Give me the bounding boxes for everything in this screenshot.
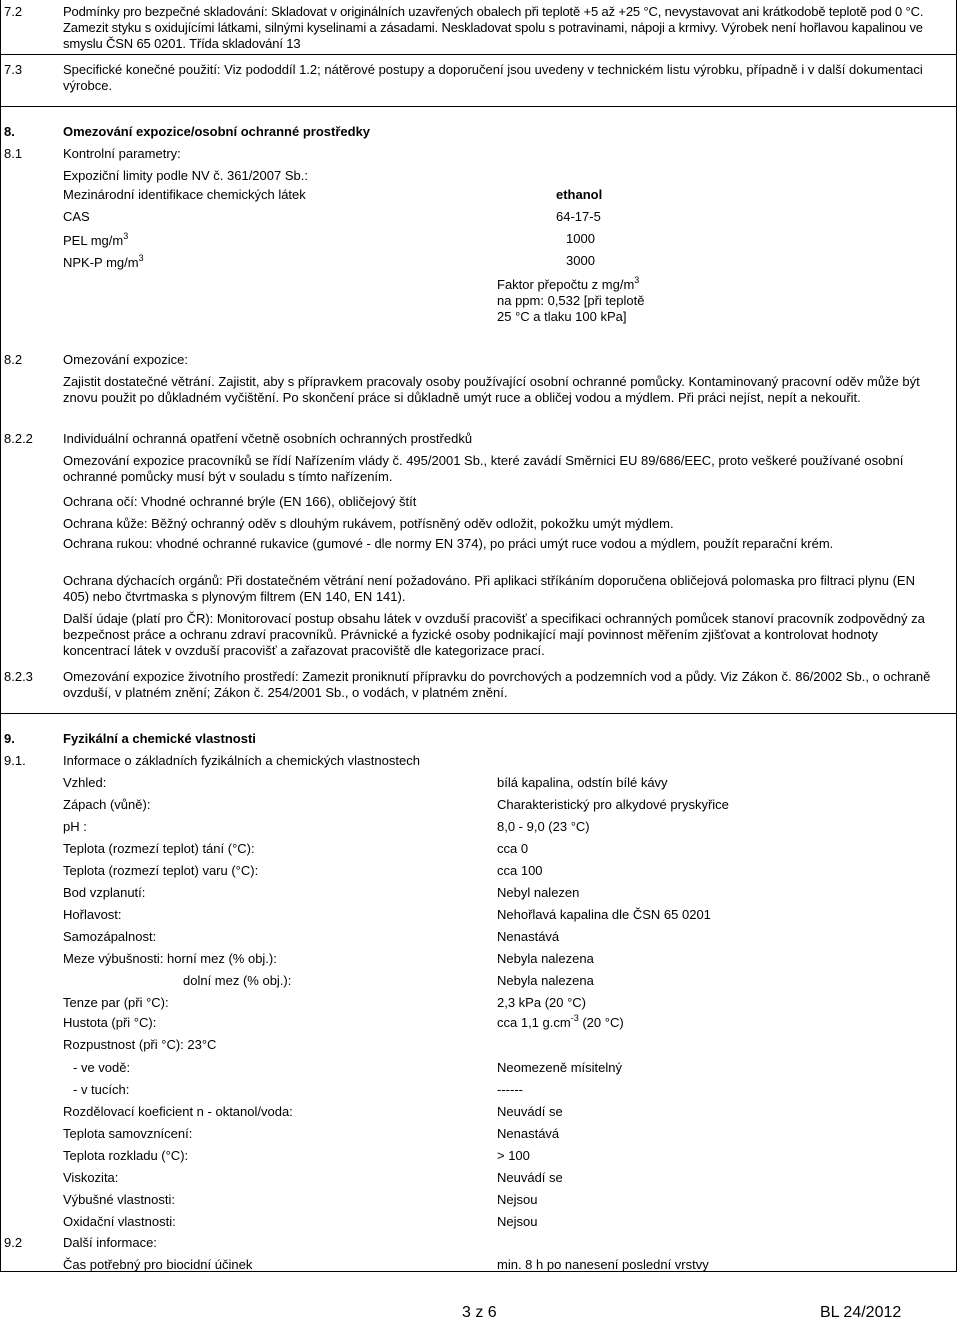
biocidal-time-value: min. 8 h po nanesení poslední vrstvy	[497, 1257, 709, 1272]
property-label: Viskozita:	[63, 1170, 119, 1185]
property-value: Nehořlavá kapalina dle ČSN 65 0201	[497, 907, 711, 922]
property-label: Rozdělovací koeficient n - oktanol/voda:	[63, 1104, 293, 1119]
biocidal-time-label: Čas potřebný pro biocidní účinek	[63, 1257, 253, 1272]
divider	[0, 54, 957, 55]
section-number: 9.1.	[4, 753, 26, 768]
property-label: Výbušné vlastnosti:	[63, 1192, 176, 1207]
property-value: Charakteristický pro alkydové pryskyřice	[497, 797, 729, 812]
section-number: 9.2	[4, 1235, 23, 1250]
skin-protection: Ochrana kůže: Běžný ochranný oděv s dlouhým rukávem, potřísněný oděv odložit, pokožku umýt mýdlem.	[63, 516, 674, 531]
property-value: Nenastává	[497, 929, 560, 944]
property-value: ------	[497, 1082, 523, 1097]
property-value: Neuvádí se	[497, 1170, 563, 1185]
hand-protection: Ochrana rukou: vhodné ochranné rukavice (gumové - dle normy EN 374), po práci umýt ruce vodou a mýdlem, použít reparační krém.	[63, 536, 834, 551]
property-label: Tenze par (při °C):	[63, 995, 169, 1010]
property-value: cca 0	[497, 841, 529, 856]
exposure-limits-heading: Expoziční limity podle NV č. 361/2007 Sb.:	[63, 168, 308, 183]
property-label: Teplota rozkladu (°C):	[63, 1148, 189, 1163]
property-value: Neomezeně mísitelný	[497, 1060, 622, 1075]
section-number: 9.	[4, 731, 15, 746]
property-label: Teplota (rozmezí teplot) varu (°C):	[63, 863, 259, 878]
property-value: Neuvádí se	[497, 1104, 563, 1119]
npk-value: 3000	[566, 253, 595, 268]
identification-label: Mezinárodní identifikace chemických látek	[63, 187, 306, 202]
document-code: BL 24/2012	[820, 1304, 902, 1321]
control-parameters-heading: Kontrolní parametry:	[63, 146, 181, 161]
cas-value: 64-17-5	[556, 209, 601, 224]
individual-protection-text: Omezování expozice pracovníků se řídí Nařízením vlády č. 495/2001 Sb., které zavádí Směrnici EU 89/686/EEC, proto veškeré používané osobní ochranné pomůcky musí být v souladu s tímto nařízením.	[63, 453, 904, 484]
property-value: cca 100	[497, 863, 543, 878]
solubility-label: Rozpustnost (při °C): 23°C	[63, 1037, 217, 1052]
section-number: 8.1	[4, 146, 23, 161]
property-value: Nebyla nalezena	[497, 951, 594, 966]
property-label: Oxidační vlastnosti:	[63, 1214, 176, 1229]
property-label: dolní mez (% obj.):	[183, 973, 292, 988]
substance-name: ethanol	[556, 187, 603, 202]
property-label: Teplota (rozmezí teplot) tání (°C):	[63, 841, 255, 856]
respiratory-protection: Ochrana dýchacích orgánů: Při dostatečném větrání není požadováno. Při aplikaci stříkáním doporučena obličejová polomaska pro filtraci plynu (EN 405) nebo čtvrtmaska s plynovým filtrem (EN 140, EN 141).	[63, 573, 915, 604]
property-label: Samozápalnost:	[63, 929, 157, 944]
exposure-controls-heading: Omezování expozice:	[63, 352, 189, 367]
npk-label: NPK-P $mg/m^3$	[63, 253, 144, 270]
property-value: Nebyla nalezena	[497, 973, 594, 988]
section-number: 8.2	[4, 352, 23, 367]
property-label: Hořlavost:	[63, 907, 122, 922]
properties-heading: Informace o základních fyzikálních a chemických vlastnostech	[63, 753, 420, 768]
property-label: Zápach (vůně):	[63, 797, 151, 812]
conversion-factor: Faktor přepočtu z $mg/m^3$ na ppm: 0,532 [při teplotě 25 °C a tlaku 100 kPa]	[497, 275, 645, 324]
property-value: cca 1,1 $g.cm^{-3}$ (20 °C)	[497, 1013, 624, 1030]
property-value: > 100	[497, 1148, 530, 1163]
property-value: 8,0 - 9,0 (23 °C)	[497, 819, 590, 834]
property-value: Nebyl nalezen	[497, 885, 580, 900]
property-label: Vzhled:	[63, 775, 107, 790]
exposure-controls-text: Zajistit dostatečné větrání. Zajistit, aby s přípravkem pracovaly osoby používající osobní ochranné pomůcky. Kontaminovaný pracovní oděv může být znovu použit po důkladném vyčištění. Po skončení práce si důkladně umýt ruce a obličej vodou a mýdlem. Při práci nejíst, nepít a nekouřit.	[63, 374, 920, 405]
section-number: 8.	[4, 124, 15, 139]
property-label: Hustota (při °C):	[63, 1015, 157, 1030]
property-value: Nejsou	[497, 1214, 538, 1229]
section-number: 8.2.2	[4, 431, 33, 446]
section-title: Omezování expozice/osobní ochranné prostředky	[63, 124, 371, 139]
storage-conditions-text: Podmínky pro bezpečné skladování: Skladovat v originálních uzavřených obalech při teplotě +5 až +25 °C, nevystavovat ani krátkodobě teplotě pod 0 °C. Zamezit styku s oxidujícími látkami, silnými kyselinami a zásadami. Neskladovat spolu s potravinami, nápoji a krmivy. Výrobek není hořlavou kapalinou ve smyslu ČSN 65 0201. Třída skladování 13	[63, 4, 924, 51]
property-value: 2,3 kPa (20 °C)	[497, 995, 587, 1010]
cas-label: CAS	[63, 209, 90, 224]
section-number: 8.2.3	[4, 669, 33, 684]
divider	[0, 106, 957, 107]
property-label: - ve vodě:	[73, 1060, 131, 1075]
eye-protection: Ochrana očí: Vhodné ochranné brýle (EN 166), obličejový štít	[63, 494, 417, 509]
section-number: 7.2	[4, 4, 23, 19]
further-information: Další údaje (platí pro ČR): Monitorovací postup obsahu látek v ovzduší pracovišť a specifikaci ochranných pomůcek stanoví pracovník zodpovědný za bezpečnost práce a ochranu zdraví pracovníků. Právnické a fyzické osoby podnikající mají povinnost měřením zjišťovat a kontrolovat hodnoty koncentrací látek v ovzduší pracovišť a zařazovat pracoviště dle kategorizace prací.	[63, 611, 925, 658]
pel-value: 1000	[566, 231, 595, 246]
property-value: Nejsou	[497, 1192, 538, 1207]
property-label: pH :	[63, 819, 87, 834]
property-value: bílá kapalina, odstín bílé kávy	[497, 775, 668, 790]
other-information-label: Další informace:	[63, 1235, 157, 1250]
individual-protection-heading: Individuální ochranná opatření včetně osobních ochranných prostředků	[63, 431, 473, 446]
page-number: 3 z 6	[462, 1304, 497, 1321]
section-number: 7.3	[4, 62, 23, 77]
property-label: Bod vzplanutí:	[63, 885, 146, 900]
section-title: Fyzikální a chemické vlastnosti	[63, 731, 256, 746]
environmental-exposure-text: Omezování expozice životního prostředí: Zamezit proniknutí přípravku do povrchových a podzemních vod a půdy. Viz Zákon č. 86/2002 Sb., o ochraně ovzduší, v platném znění; Zákon č. 254/2001 Sb., o vodách, v platném znění.	[63, 669, 931, 700]
pel-label: PEL $mg/m^3$	[63, 231, 129, 248]
property-label: - v tucích:	[73, 1082, 130, 1097]
specific-use-text: Specifické konečné použití: Viz pododdíl 1.2; nátěrové postupy a doporučení jsou uvedeny v technickém listu výrobku, případně i v další dokumentaci výrobce.	[63, 62, 923, 93]
divider	[0, 713, 957, 714]
property-label: Teplota samovznícení:	[63, 1126, 193, 1141]
property-label: Meze výbušnosti: horní mez (% obj.):	[63, 951, 277, 966]
property-value: Nenastává	[497, 1126, 560, 1141]
